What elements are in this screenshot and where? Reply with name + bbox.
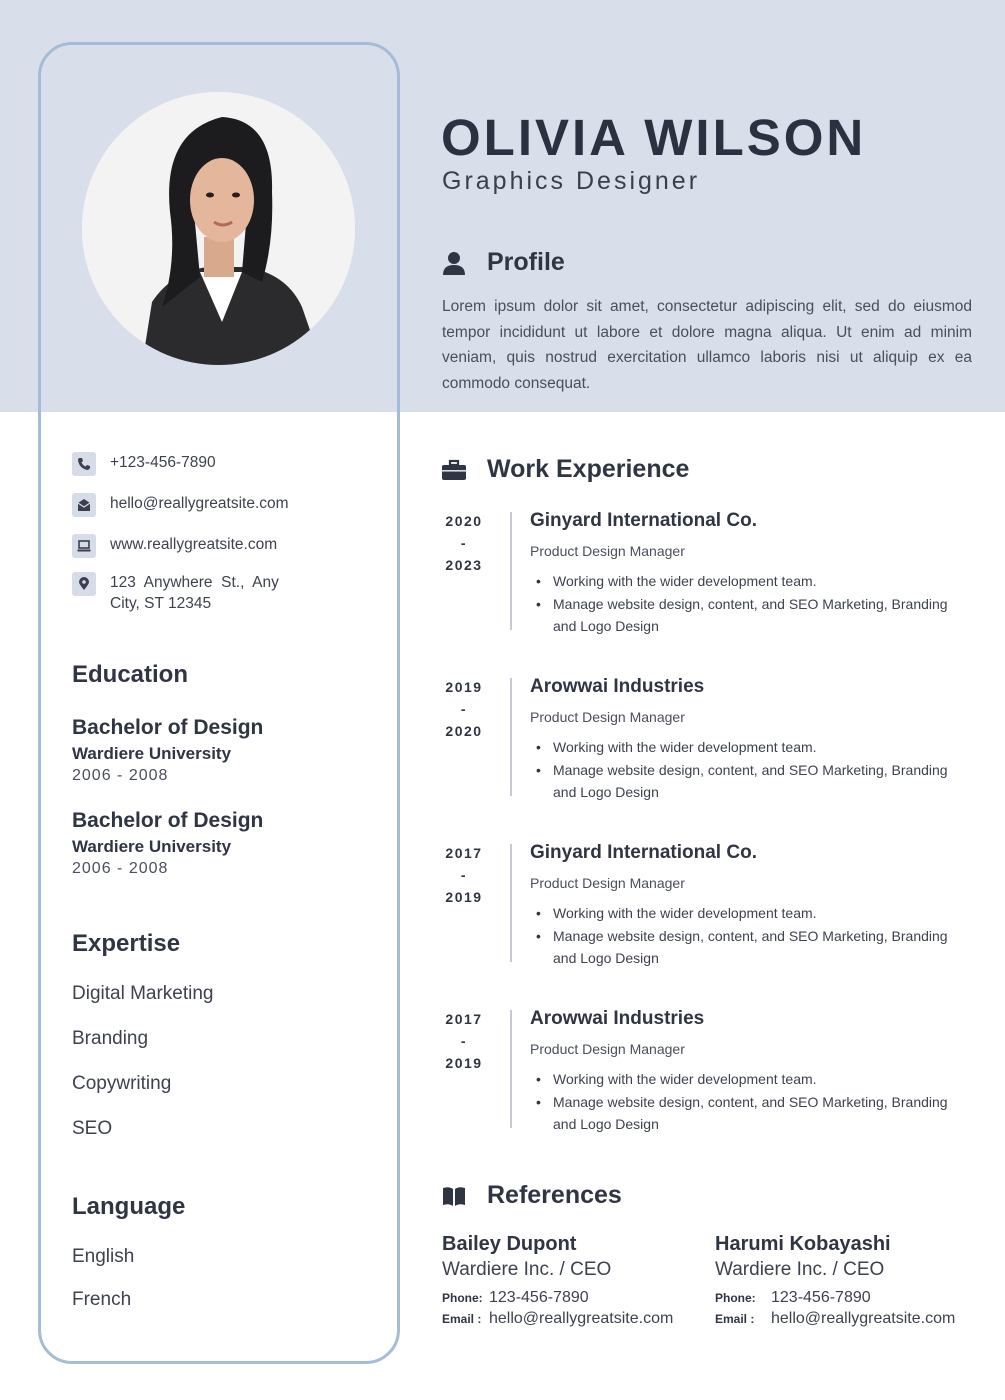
phone-text: +123-456-7890	[110, 454, 216, 471]
reference-company: Wardiere Inc. / CEO	[442, 1259, 612, 1280]
email-text: hello@reallygreatsite.com	[110, 495, 289, 512]
reference-email: hello@reallygreatsite.com	[771, 1310, 956, 1327]
job-company: Arowwai Industries	[530, 676, 705, 697]
job-duty: • Working with the wider development team.	[553, 902, 948, 925]
contact-phone	[72, 452, 216, 476]
email-label: Email :	[715, 1312, 755, 1326]
language-heading: Language	[72, 1193, 186, 1220]
website-text: www.reallygreatsite.com	[110, 536, 278, 553]
book-icon	[441, 1183, 467, 1209]
education-school: Wardiere University	[72, 744, 232, 763]
reference-card	[442, 1233, 722, 1328]
education-degree: Bachelor of Design	[72, 716, 264, 739]
job-end-year: 2020	[445, 723, 483, 739]
expertise-item: SEO	[72, 1118, 113, 1139]
job-duty: • Manage website design, content, and SEO Marketing, Branding and Logo Design	[553, 593, 948, 638]
candidate-name: OLIVIA WILSON	[441, 109, 867, 166]
reference-company: Wardiere Inc. / CEO	[715, 1259, 885, 1280]
profile-text: Lorem ipsum dolor sit amet, consectetur adipiscing elit, sed do eiusmod tempor incididunt ut labore et dolore magna aliqua. Ut enim ad minim veniam, quis nostrud exercitation ullamco laboris nisi ut aliquip ex ea commodo consequat.	[442, 298, 972, 392]
candidate-title: Graphics Designer	[442, 167, 701, 195]
job-years	[430, 510, 498, 576]
contact-email	[72, 493, 289, 517]
reference-name: Bailey Dupont	[442, 1233, 577, 1255]
job-year-dash: -	[460, 701, 468, 717]
address-line-1: 123 Anywhere St., Any	[110, 574, 279, 591]
location-pin-icon	[72, 572, 96, 596]
timeline-divider	[510, 844, 512, 962]
job-years	[430, 676, 498, 742]
job-end-year: 2019	[445, 889, 483, 905]
job-position: Product Design Manager	[530, 709, 685, 725]
work-experience-heading	[441, 455, 689, 484]
profile-photo	[82, 92, 355, 365]
references-heading	[441, 1181, 622, 1210]
job-duty: • Working with the wider development team.	[553, 1068, 948, 1091]
job-years	[430, 1008, 498, 1074]
job-duties	[553, 736, 948, 804]
job-duty: • Working with the wider development team.	[553, 736, 948, 759]
references-heading-label: References	[487, 1181, 622, 1209]
education-school: Wardiere University	[72, 837, 232, 856]
job-start-year: 2017	[445, 1011, 483, 1027]
reference-phone-row	[442, 1289, 722, 1307]
job-duty: • Working with the wider development team.	[553, 570, 948, 593]
job-entry	[430, 676, 990, 826]
expertise-item: Digital Marketing	[72, 983, 214, 1004]
job-entry	[430, 842, 990, 992]
reference-phone: 123-456-7890	[489, 1289, 589, 1306]
job-company: Ginyard International Co.	[530, 842, 757, 863]
reference-email-row	[442, 1310, 722, 1328]
timeline-divider	[510, 1010, 512, 1128]
reference-phone: 123-456-7890	[771, 1289, 871, 1306]
job-year-dash: -	[460, 867, 468, 883]
job-end-year: 2023	[445, 557, 483, 573]
education-heading: Education	[72, 661, 189, 688]
job-company: Ginyard International Co.	[530, 510, 757, 531]
education-degree: Bachelor of Design	[72, 809, 264, 832]
expertise-item: Copywriting	[72, 1073, 172, 1094]
job-start-year: 2020	[445, 513, 483, 529]
briefcase-icon	[441, 457, 467, 483]
job-position: Product Design Manager	[530, 543, 685, 559]
job-entry	[430, 1008, 990, 1158]
email-label: Email :	[442, 1312, 482, 1326]
profile-heading-label: Profile	[487, 248, 565, 276]
job-position: Product Design Manager	[530, 1041, 685, 1057]
job-company: Arowwai Industries	[530, 1008, 705, 1029]
job-year-dash: -	[460, 1033, 468, 1049]
job-start-year: 2019	[445, 679, 483, 695]
timeline-divider	[510, 512, 512, 630]
expertise-heading: Expertise	[72, 930, 181, 957]
job-duty: • Manage website design, content, and SEO Marketing, Branding and Logo Design	[553, 759, 948, 804]
reference-email: hello@reallygreatsite.com	[489, 1310, 674, 1327]
job-years	[430, 842, 498, 908]
job-position: Product Design Manager	[530, 875, 685, 891]
reference-email-row	[715, 1310, 995, 1328]
phone-icon	[72, 452, 96, 476]
education-years: 2006 - 2008	[72, 860, 169, 877]
mail-icon	[72, 493, 96, 517]
address-line-2: City, ST 12345	[110, 595, 212, 612]
timeline-divider	[510, 678, 512, 796]
user-icon	[441, 250, 467, 276]
language-item: English	[72, 1246, 135, 1267]
job-year-dash: -	[460, 535, 468, 551]
contact-address	[72, 572, 279, 614]
job-duties	[553, 570, 948, 638]
job-duties	[553, 1068, 948, 1136]
reference-name: Harumi Kobayashi	[715, 1233, 891, 1255]
job-end-year: 2019	[445, 1055, 483, 1071]
reference-phone-row	[715, 1289, 995, 1307]
work-experience-heading-label: Work Experience	[487, 455, 690, 483]
language-item: French	[72, 1289, 132, 1310]
job-duty: • Manage website design, content, and SEO Marketing, Branding and Logo Design	[553, 925, 948, 970]
phone-label: Phone:	[715, 1291, 756, 1305]
reference-card	[715, 1233, 995, 1328]
job-start-year: 2017	[445, 845, 483, 861]
job-duty: • Manage website design, content, and SEO Marketing, Branding and Logo Design	[553, 1091, 948, 1136]
address-text	[110, 572, 279, 614]
profile-heading	[441, 248, 565, 277]
job-duties	[553, 902, 948, 970]
laptop-icon	[72, 534, 96, 558]
contact-website	[72, 534, 277, 558]
expertise-item: Branding	[72, 1028, 149, 1049]
job-entry	[430, 510, 990, 660]
phone-label: Phone:	[442, 1291, 483, 1305]
education-years: 2006 - 2008	[72, 767, 169, 784]
